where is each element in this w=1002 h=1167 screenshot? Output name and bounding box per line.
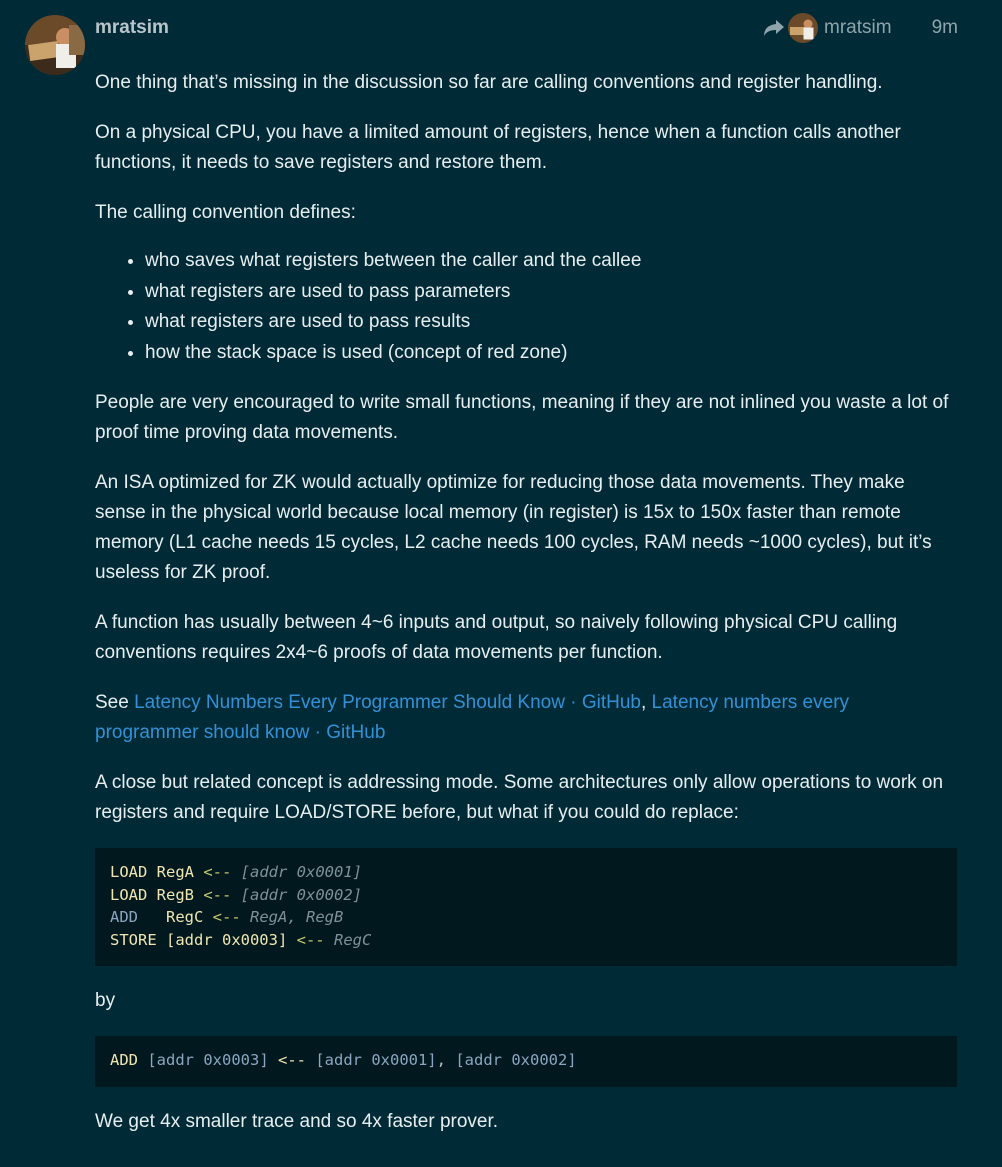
code-token: RegC	[333, 930, 372, 949]
code-token: <--	[194, 863, 241, 881]
paragraph: The calling convention defines:	[95, 202, 356, 223]
see-prefix: See	[95, 692, 135, 713]
post-time[interactable]: 9m	[931, 17, 958, 38]
post-meta	[763, 14, 958, 42]
code-token: <--	[203, 908, 250, 926]
avatar[interactable]	[25, 15, 85, 75]
paragraph: One thing that’s missing in the discussion so far are calling conventions and register handling.	[95, 72, 883, 93]
latency-link-1[interactable]: Latency Numbers Every Programmer Should Know · GitHub	[134, 692, 641, 713]
post-username[interactable]: mratsim	[95, 17, 169, 38]
paragraph: People are very encouraged to write small functions, meaning if they are not inlined you waste a lot of proof time proving data movements.	[95, 392, 949, 443]
code-token: [addr 0x0001]	[315, 1051, 437, 1069]
see-links-paragraph	[95, 688, 957, 748]
list-item: • what registers are used to pass results	[145, 307, 957, 338]
paragraph: by	[95, 990, 116, 1011]
paragraph: On a physical CPU, you have a limited amount of registers, hence when a function calls another functions, it needs to save registers and restore them.	[95, 122, 901, 173]
latency-link-2[interactable]: Latency numbers every programmer should know · GitHub	[95, 692, 850, 743]
reply-to-username[interactable]: mratsim	[824, 17, 892, 38]
code-token: LOAD RegB	[110, 885, 194, 904]
code-token: RegA, RegB	[250, 908, 344, 926]
code-token: ADD	[110, 1051, 138, 1069]
post-body	[95, 68, 957, 1157]
code-token: [addr 0x0002]	[240, 885, 362, 904]
small-avatar[interactable]	[788, 13, 818, 43]
calling-convention-list	[95, 246, 957, 368]
code-block-load-store	[95, 848, 957, 966]
code-block-add	[95, 1036, 957, 1087]
paragraph: A close but related concept is addressing mode. Some architectures only allow operations to work on registers and require LOAD/STORE before, but what if you could do replace:	[95, 772, 944, 823]
list-item: • what registers are used to pass parameters	[145, 277, 957, 308]
paragraph: A function has usually between 4~6 inputs and output, so naively following physical CPU calling conventions requires 2x4~6 proofs of data movements per function.	[95, 612, 898, 663]
list-item: • who saves what registers between the caller and the callee	[145, 246, 957, 277]
code-token: ,	[436, 1051, 456, 1069]
code-token: <--	[268, 1051, 316, 1069]
code-token: ADD	[110, 908, 138, 926]
code-token: <--	[194, 885, 241, 904]
code-token: [addr 0x0003]	[138, 1051, 269, 1069]
paragraph: An ISA optimized for ZK would actually optimize for reducing those data movements. They make sense in the physical world because local memory (in register) is 15x to 150x faster than remote memory (L1 cache needs 15 cycles, L2 cache needs 100 cycles, RAM needs ~1000 cycles), but it’s useless for ZK proof.	[95, 472, 932, 583]
code-token: STORE [addr 0x0003]	[110, 930, 288, 949]
list-item: • how the stack space is used (concept of red zone)	[145, 338, 957, 369]
reply-arrow-icon[interactable]	[763, 18, 785, 38]
code-token: [addr 0x0001]	[240, 863, 362, 881]
code-token: <--	[287, 930, 334, 949]
paragraph: We get 4x smaller trace and so 4x faster prover.	[95, 1110, 499, 1132]
code-token: LOAD RegA	[110, 863, 194, 881]
comma: ,	[640, 692, 652, 713]
code-token: RegC	[138, 908, 204, 926]
code-token: [addr 0x0002]	[455, 1051, 577, 1069]
